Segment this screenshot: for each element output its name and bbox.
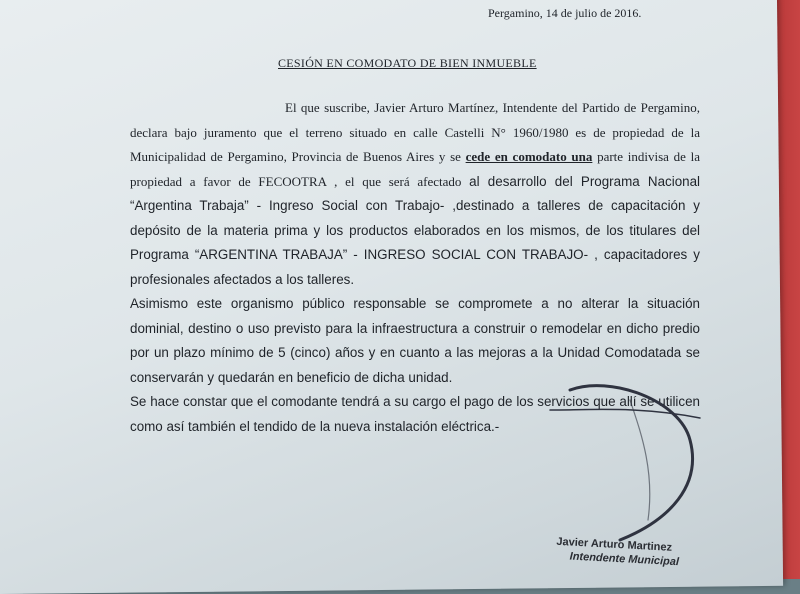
- paragraph-services: Se hace constar que el comodante tendrá a su cargo el pago de los servicios que allí se utilicen como así también el tendido de la nueva instalación eléctrica.-: [130, 394, 700, 434]
- signature-stamp: [555, 535, 680, 569]
- document-date: Pergamino, 14 de julio de 2016.: [488, 6, 642, 20]
- declaration-text-a: El que suscribe, Javier Arturo Martínez, Intendente del Partido de Pergamino, declara bajo juramento que el terreno situado en calle Castelli N° 1960/1980 es de propiedad de la Municipalidad de Pergamino, Provincia de Buenos Aires y se: [130, 100, 700, 164]
- signer-role: Intendente Municipal: [569, 550, 680, 569]
- paragraph-commitment: Asimismo este organismo público responsable se compromete a no alterar la situación dominial, destino o uso previsto para la infraestructura a construir o remodelar en dicho predio por un plazo mínimo de 5 (cinco) años y en cuanto a las mejoras a la Unidad Comodatada se conservarán y quedarán en beneficio de dicha unidad.: [130, 296, 700, 385]
- declaration-highlight: cede en comodato una: [465, 149, 593, 164]
- paragraph-declaration: [130, 96, 700, 292]
- document-title: CESIÓN EN COMODATO DE BIEN INMUEBLE: [278, 56, 537, 70]
- declaration-text-d: al desarrollo del Programa Nacional “Argentina Trabaja” - Ingreso Social con Trabajo- ,destinado a talleres de capacitación y depósito de la materia prima y los productos elaborados en los mismos, de los titulares del Programa “ARGENTINA TRABAJA” - INGRESO SOCIAL CON TRABAJO- , capacitadores y profesionales afectados a los talleres.: [130, 173, 701, 287]
- signer-name: Javier Arturo Martinez: [556, 535, 673, 554]
- declaration-text-c: parte indivisa de la propiedad a favor de FECOOTRA , el que será afectado: [130, 149, 700, 189]
- handwritten-signature-mark: [530, 370, 730, 550]
